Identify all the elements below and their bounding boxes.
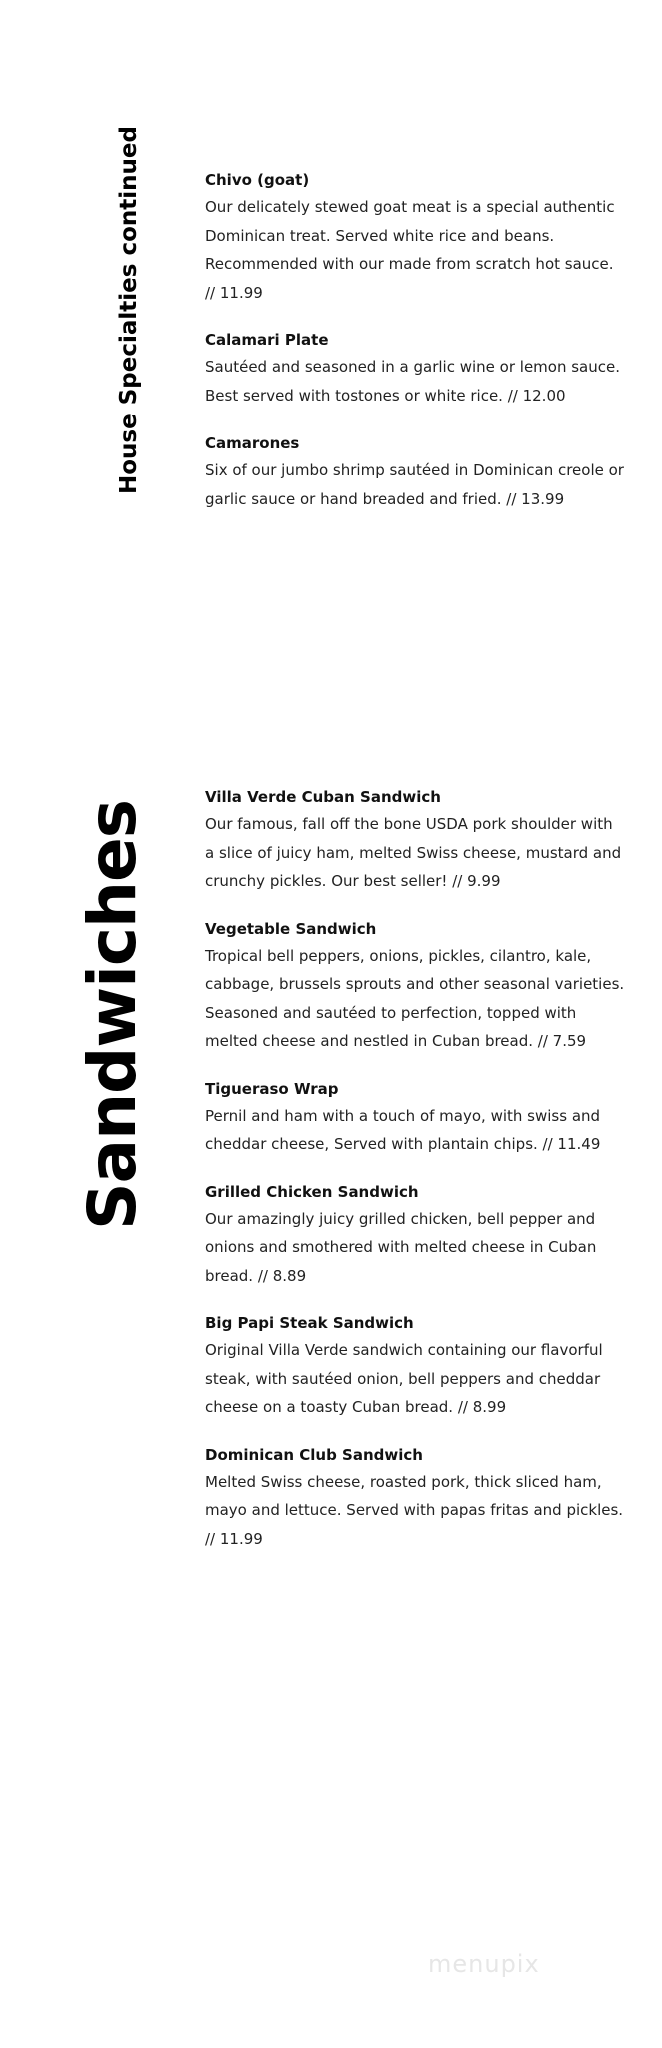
menu-item-name: Dominican Club Sandwich — [205, 1445, 423, 1464]
menu-item-description: Melted Swiss cheese, roasted pork, thick sliced ham, mayo and lettuce. Served with papas fritas and pickles. // 11.99 — [205, 1472, 624, 1548]
sandwiches-list — [205, 787, 625, 1553]
house-specialties-list — [205, 170, 625, 513]
menu-item-name: Big Papi Steak Sandwich — [205, 1314, 414, 1332]
menu-item-description: Sautéed and seasoned in a garlic wine or lemon sauce. Best served with tostones or white rice. // 12.00 — [205, 358, 620, 405]
menu-item-name: Chivo (goat) — [205, 171, 310, 189]
menu-item-name: Camarones — [205, 434, 300, 452]
menu-item-description: Original Villa Verde sandwich containing our flavorful steak, with sautéed onion, bell peppers and cheddar cheese on a toasty Cuban bread. // 8.99 — [205, 1341, 603, 1416]
menu-item-chivo — [205, 170, 625, 307]
menu-item-name: Tigueraso Wrap — [205, 1079, 339, 1098]
sandwiches-title: Sandwiches — [74, 799, 151, 1230]
menu-item-description: Tropical bell peppers, onions, pickles, cilantro, kale, cabbage, brussels sprouts and other seasonal varieties. Seasoned and sautéed to perfection, topped with melted cheese and nestled in Cuban bread. // 7.59 — [205, 946, 625, 1050]
menu-item-vegetable-sandwich — [205, 919, 625, 1056]
watermark: menupix — [428, 1950, 540, 1978]
menu-item-villa-verde-cuban — [205, 787, 625, 896]
menu-item-calamari-plate — [205, 330, 625, 410]
menu-item-description: Our amazingly juicy grilled chicken, bell pepper and onions and smothered with melted cheese in Cuban bread. // 8.89 — [205, 1209, 597, 1285]
menu-item-tigueraso-wrap — [205, 1079, 625, 1159]
menu-item-name: Grilled Chicken Sandwich — [205, 1182, 419, 1201]
menu-item-description: Our delicately stewed goat meat is a special authentic Dominican treat. Served white rice and beans. Recommended with our made from scratch hot sauce. // 11.99 — [205, 198, 615, 302]
menu-item-description: Our famous, fall off the bone USDA pork shoulder with a slice of juicy ham, melted Swiss cheese, mustard and crunchy pickles. Our best seller! // 9.99 — [205, 815, 622, 890]
menu-item-name: Vegetable Sandwich — [205, 919, 377, 938]
menu-item-name: Calamari Plate — [205, 331, 329, 349]
menu-item-description: Six of our jumbo shrimp sautéed in Dominican creole or garlic sauce or hand breaded and fried. // 13.99 — [205, 461, 624, 508]
menu-item-grilled-chicken-sandwich — [205, 1182, 625, 1291]
menu-item-description: Pernil and ham with a touch of mayo, with swiss and cheddar cheese, Served with plantain chips. // 11.49 — [205, 1106, 601, 1153]
menu-item-dominican-club-sandwich — [205, 1445, 625, 1554]
menu-item-name: Villa Verde Cuban Sandwich — [205, 788, 441, 806]
house-specialties-title: House Specialties continued — [116, 126, 142, 494]
menu-item-big-papi-steak-sandwich — [205, 1313, 625, 1422]
menu-item-camarones — [205, 433, 625, 513]
